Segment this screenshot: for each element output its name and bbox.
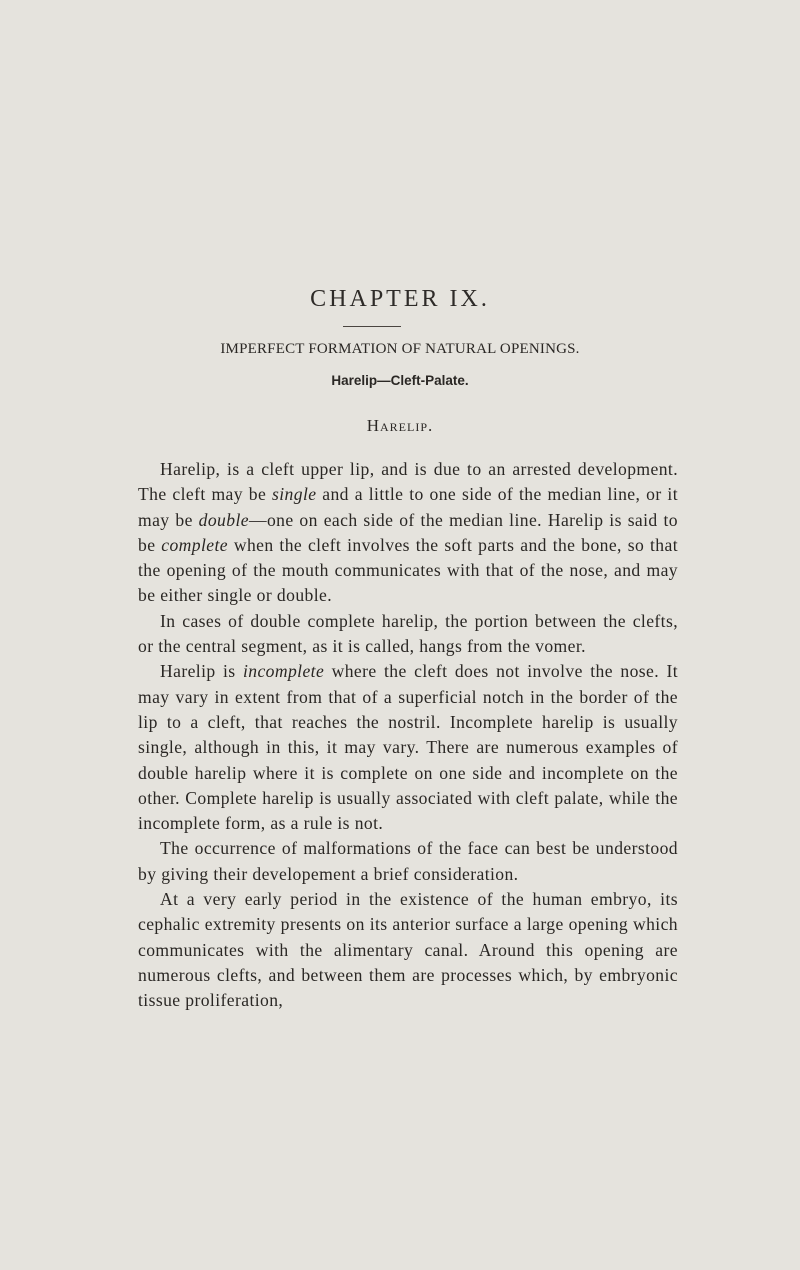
italic-term: single — [272, 484, 317, 505]
text-segment: At a very early period in the existence of the human embryo, its cephalic extremity presents on its anterior surface a large opening which communicates with the alimentary canal. Around this opening are numerous clefts, and between them are processes which, by embryonic tissue proliferation, — [138, 889, 678, 1011]
text-segment: The occurrence of malformations of the face can best be understood by giving their developement a brief consideration. — [138, 838, 678, 884]
topic-heading: Harelip. — [366, 416, 434, 435]
paragraph — [138, 836, 678, 887]
text-segment: when the cleft involves the soft parts and the bone, so that the opening of the mouth communicates with that of the nose, and may be either single or double. — [138, 534, 678, 606]
paragraph — [138, 659, 678, 836]
italic-term: complete — [161, 534, 228, 555]
italic-term: double — [198, 509, 249, 530]
paragraph — [138, 457, 678, 609]
italic-term: incomplete — [242, 661, 325, 682]
body-text — [138, 457, 678, 1014]
text-segment: In cases of double complete harelip, the portion between the clefts, or the central segment, as it is called, hangs from the vomer. — [138, 610, 678, 657]
text-segment: Harelip is — [160, 661, 243, 682]
chapter-heading: CHAPTER IX. — [310, 286, 490, 312]
text-segment: and a little to one side of the median line, or it may be — [138, 484, 678, 530]
section-subtitle: Harelip—Cleft-Palate. — [331, 373, 469, 388]
paragraph — [138, 887, 678, 1013]
text-segment: Harelip, is a cleft upper lip, and is due to an arrested development. The cleft may be — [138, 459, 678, 505]
text-segment: where the cleft does not involve the nose. It may vary in extent from that of a superficial notch in the border of the lip to a cleft, that reaches the nostril. Incomplete harelip is usually single, although in this, it may vary. There are numerous examples of double harelip where it is complete on one side and incomplete on the other. Complete harelip is usually associated with cleft palate, while the incomplete form, as a rule is not. — [138, 661, 679, 834]
text-segment: —one on each side of the median line. Harelip is said to be — [138, 509, 678, 555]
divider-rule — [343, 326, 401, 327]
section-title: IMPERFECT FORMATION OF NATURAL OPENINGS. — [220, 341, 580, 357]
paragraph — [138, 609, 678, 660]
